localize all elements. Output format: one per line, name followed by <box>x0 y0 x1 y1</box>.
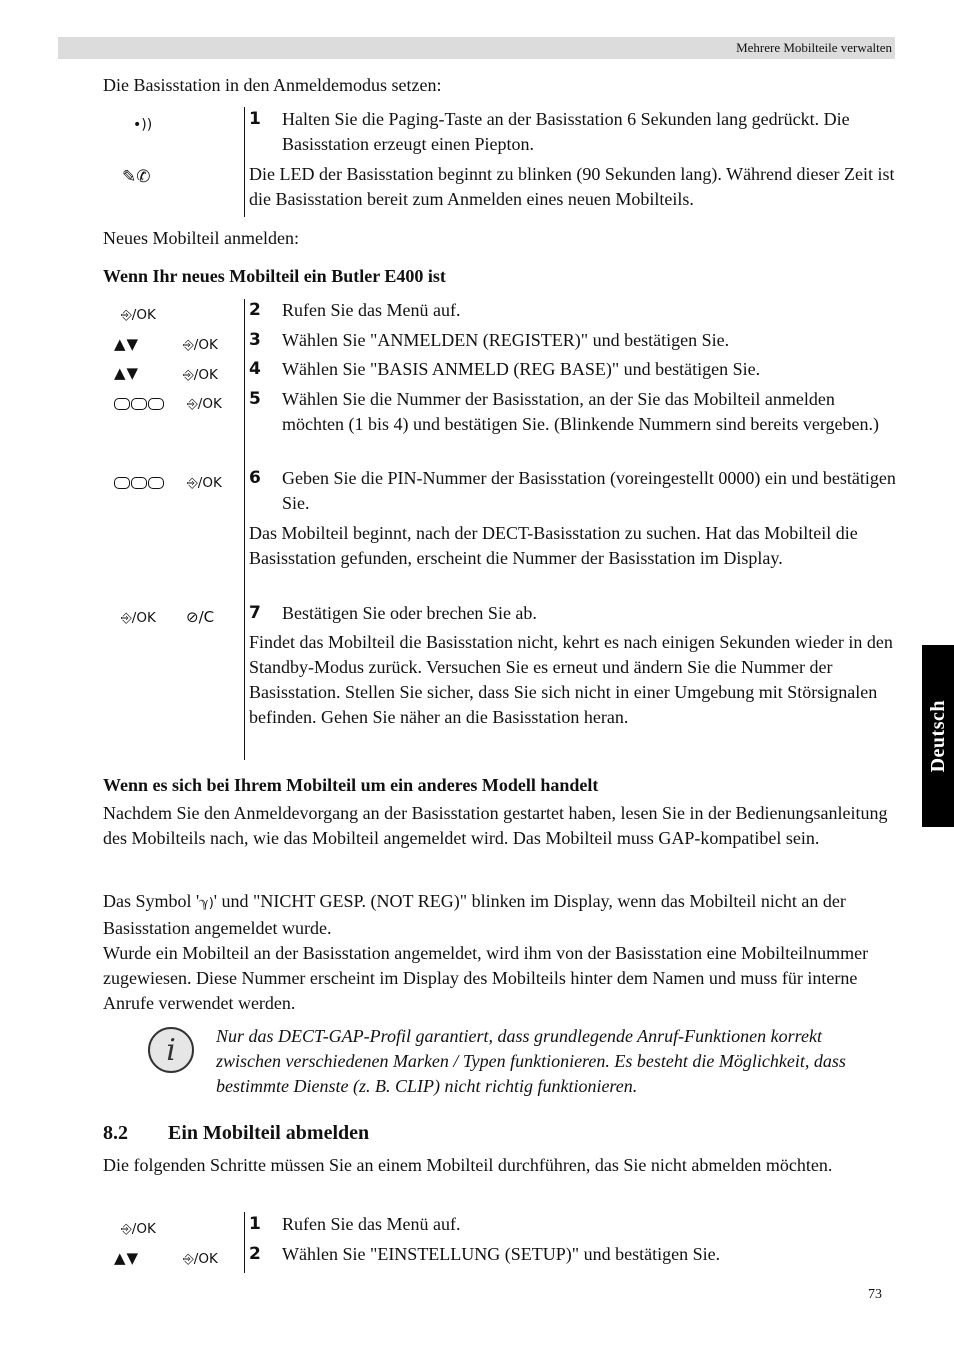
step-4 <box>249 357 899 382</box>
antenna-icon: ℽ) <box>199 896 214 911</box>
step-text: Die LED der Basisstation beginnt zu blinken (90 Sekunden lang). Während dieser Zeit ist die Basisstation bereit zum Anmelden eines neuen Mobilteils. <box>249 164 895 209</box>
step-number: 4 <box>249 359 261 379</box>
step-text: Rufen Sie das Menü auf. <box>282 300 461 320</box>
symbol-paragraph <box>103 889 898 1016</box>
ok-key-icon: ⎆/OK <box>187 396 222 412</box>
cancel-key-icon: ⊘/C <box>186 608 215 626</box>
step-number: 3 <box>249 330 261 350</box>
step-7 <box>249 601 899 626</box>
symbol-text-after: ' und "NICHT GESP. (NOT REG)" blinken im Display, wenn das Mobilteil nicht an der Basisstation angemeldet wurde. <box>103 891 846 938</box>
step-text: Wählen Sie "EINSTELLUNG (SETUP)" und bestätigen Sie. <box>282 1244 721 1264</box>
ok-key-icon: ⎆/OK <box>183 367 218 383</box>
step-number: 6 <box>249 468 261 488</box>
section-number: 8.2 <box>103 1122 128 1144</box>
language-tab <box>922 645 954 827</box>
step-3 <box>249 328 899 353</box>
info-note-icon: i <box>148 1027 194 1073</box>
register-intro: Neues Mobilteil anmelden: <box>103 228 299 248</box>
step-2 <box>249 298 899 323</box>
note-text: Nur das DECT-GAP-Profil garantiert, dass grundlegende Anruf-Funktionen korrekt zwischen verschiedenen Marken / Typen funktionieren. Es besteht die Möglichkeit, dass bestimmte Dienste (z. B. CLIP) nicht richtig funktionieren. <box>216 1026 846 1096</box>
step-divider <box>244 1212 245 1273</box>
step-1-c <box>249 1212 899 1237</box>
step-text: Das Mobilteil beginnt, nach der DECT-Basisstation zu suchen. Hat das Mobilteil die Basisstation gefunden, erscheint die Nummer der Basisstation im Display. <box>249 523 858 568</box>
subheading-other-model: Wenn es sich bei Ihrem Mobilteil um ein anderes Modell handelt <box>103 775 599 795</box>
step-7-note <box>249 630 899 730</box>
ok-key-icon: ⎆/OK <box>121 1221 156 1237</box>
ok-key-icon: ⎆/OK <box>183 1251 218 1267</box>
step-text: Geben Sie die PIN-Nummer der Basisstation (voreingestellt 0000) ein und bestätigen Sie. <box>282 468 896 513</box>
paging-icon: •)) <box>133 117 153 133</box>
led-phone-icon: ✎✆ <box>122 167 151 187</box>
step-text: Halten Sie die Paging-Taste an der Basisstation 6 Sekunden lang gedrückt. Die Basisstation erzeugt einen Piepton. <box>282 109 850 154</box>
step-5 <box>249 387 899 437</box>
number-keys-icon <box>114 398 164 410</box>
ok-key-icon: ⎆/OK <box>121 610 156 626</box>
step-number: 7 <box>249 603 261 623</box>
step-number: 1 <box>249 109 261 129</box>
ok-key-icon: ⎆/OK <box>121 307 156 323</box>
step-text: Rufen Sie das Menü auf. <box>282 1214 461 1234</box>
intro-text: Die Basisstation in den Anmeldemodus setzen: <box>103 75 442 95</box>
ok-key-icon: ⎆/OK <box>187 475 222 491</box>
step-note-a <box>249 162 899 212</box>
step-text: Wählen Sie die Nummer der Basisstation, an der Sie das Mobilteil anmelden möchten (1 bis 4) und bestätigen Sie. (Blinkende Nummern sind bereits vergeben.) <box>282 389 880 434</box>
up-down-arrows-icon: ▲▼ <box>114 1249 140 1267</box>
step-number: 2 <box>249 1244 261 1264</box>
step-6 <box>249 466 899 516</box>
header-title: Mehrere Mobilteile verwalten <box>736 40 892 55</box>
language-tab-label: Deutsch <box>926 699 949 773</box>
section-intro: Die folgenden Schritte müssen Sie an einem Mobilteil durchführen, das Sie nicht abmelden möchten. <box>103 1155 833 1175</box>
step-text: Wählen Sie "ANMELDEN (REGISTER)" und bestätigen Sie. <box>282 330 730 350</box>
symbol-text-before: Das Symbol ' <box>103 891 200 911</box>
subheading-butler: Wenn Ihr neues Mobilteil ein Butler E400 ist <box>103 266 446 286</box>
step-6-note <box>249 521 899 571</box>
section-heading <box>103 1122 369 1145</box>
ok-key-icon: ⎆/OK <box>183 337 218 353</box>
symbol-text-line2: Wurde ein Mobilteil an der Basisstation angemeldet, wird ihm von der Basisstation eine Mobilteilnummer zugewiesen. Diese Nummer erscheint im Display des Mobilteils hinter dem Namen und muss für interne Anrufe verwendet werden. <box>103 943 869 1013</box>
header-bar <box>58 37 895 59</box>
step-2-c <box>249 1242 899 1267</box>
number-keys-icon <box>114 477 164 489</box>
step-divider <box>244 107 245 217</box>
step-divider <box>244 299 245 760</box>
page-number: 73 <box>868 1287 882 1302</box>
step-number: 2 <box>249 300 261 320</box>
step-text: Findet das Mobilteil die Basisstation nicht, kehrt es nach einigen Sekunden wieder in den Standby-Modus zurück. Versuchen Sie es erneut und ändern Sie die Nummer der Basisstation. Stellen Sie sicher, dass Sie sich nicht in einer Umgebung mit Störsignalen befinden. Gehen Sie näher an die Basisstation heran. <box>249 632 893 727</box>
up-down-arrows-icon: ▲▼ <box>114 364 140 382</box>
step-text: Bestätigen Sie oder brechen Sie ab. <box>282 603 537 623</box>
step-text: Wählen Sie "BASIS ANMELD (REG BASE)" und bestätigen Sie. <box>282 359 761 379</box>
other-model-text: Nachdem Sie den Anmeldevorgang an der Basisstation gestartet haben, lesen Sie in der Bedienungsanleitung des Mobilteils nach, wie das Mobilteil angemeldet wird. Das Mobilteil muss GAP-kompatibel sein. <box>103 803 888 848</box>
step-1-a <box>249 107 899 157</box>
up-down-arrows-icon: ▲▼ <box>114 335 140 353</box>
step-number: 5 <box>249 389 261 409</box>
step-number: 1 <box>249 1214 261 1234</box>
section-title: Ein Mobilteil abmelden <box>168 1122 370 1144</box>
